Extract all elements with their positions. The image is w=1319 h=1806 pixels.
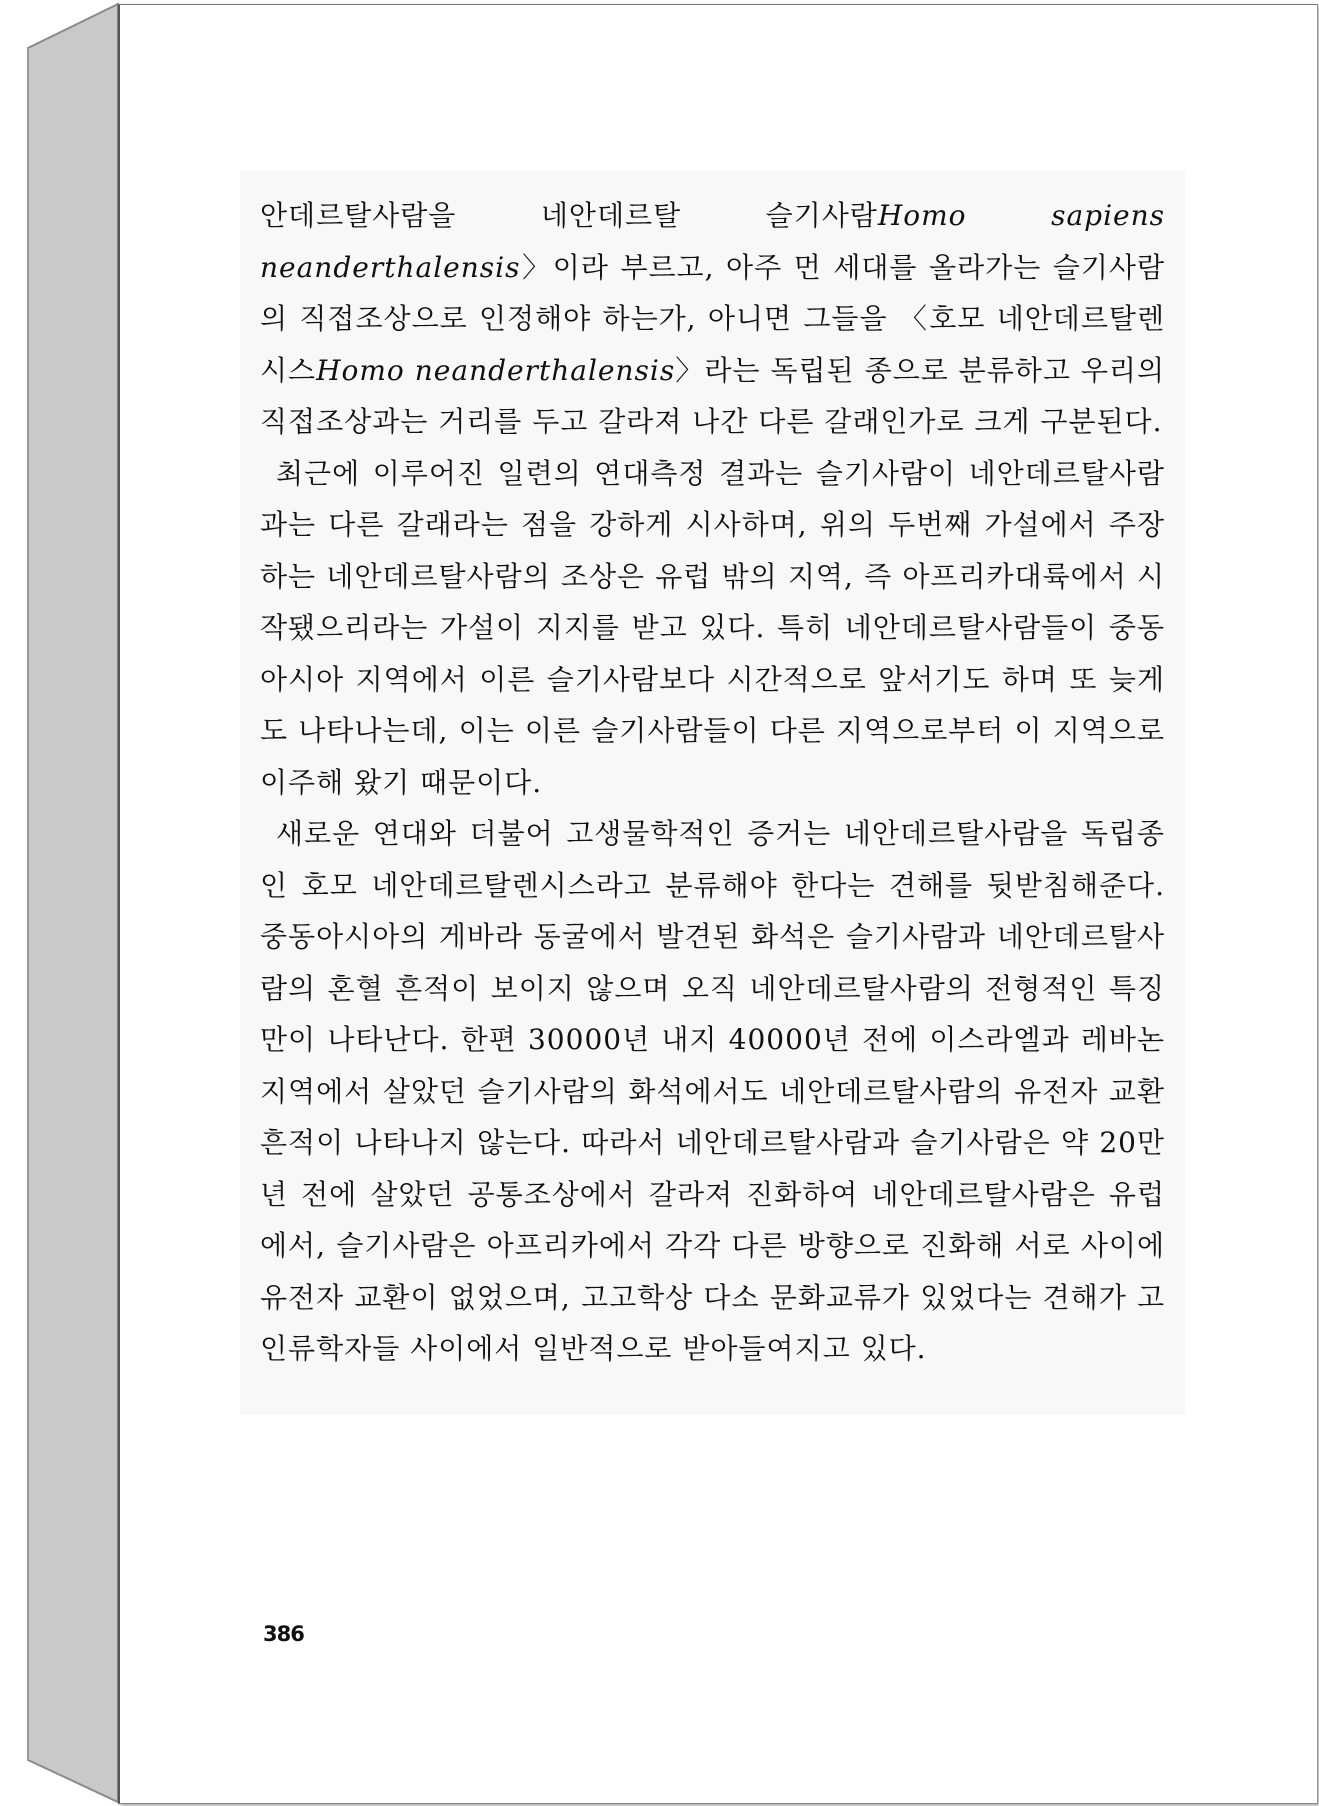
paragraph <box>260 808 1165 1375</box>
body-text <box>240 170 1185 1415</box>
latin-species-name: Homo neanderthalensis <box>316 353 676 387</box>
text-run: 〉이라 부르고, 아주 먼 세대를 올라가는 슬기사람의 직접조상으로 인정해야 하는가, 아니면 그들을 〈호모 네안데르탈렌시스 <box>260 250 1165 387</box>
latin-species-name: Homo sapiens neanderthalensis <box>260 199 1165 284</box>
paragraph <box>260 190 1165 448</box>
paragraph <box>260 448 1165 809</box>
page-number: 386 <box>263 1622 304 1646</box>
text-run: 〉라는 독립된 종으로 분류하고 우리의 직접조상과는 거리를 두고 갈라져 나간 다른 갈래인가로 크게 구분된다. <box>260 353 1165 438</box>
text-run: 최근에 이루어진 일련의 연대측정 결과는 슬기사람이 네안데르탈사람과는 다른 갈래라는 점을 강하게 시사하며, 위의 두번째 가설에서 주장하는 네안데르탈사람의 조상은 유럽 밖의 지역, 즉 아프리카대륙에서 시작됐으리라는 가설이 지지를 받고 있다. 특히 네안데르탈사람들이 중동아시아 지역에서 이른 슬기사람보다 시간적으로 앞서기도 하며 또 늦게도 나타나는데, 이는 이른 슬기사람들이 다른 지역으로부터 이 지역으로 이주해 왔기 때문이다. <box>260 456 1165 799</box>
text-run: 새로운 연대와 더불어 고생물학적인 증거는 네안데르탈사람을 독립종인 호모 네안데르탈렌시스라고 분류해야 한다는 견해를 뒷받침해준다. 중동아시아의 게바라 동굴에서 발견된 화석은 슬기사람과 네안데르탈사람의 혼혈 흔적이 보이지 않으며 오직 네안데르탈사람의 전형적인 특징만이 나타난다. 한편 30000년 내지 40000년 전에 이스라엘과 레바논 지역에서 살았던 슬기사람의 화석에서도 네안데르탈사람의 유전자 교환 흔적이 나타나지 않는다. 따라서 네안데르탈사람과 슬기사람은 약 20만 년 전에 살았던 공통조상에서 갈라져 진화하여 네안데르탈사람은 유럽에서, 슬기사람은 아프리카에서 각각 다른 방향으로 진화해 서로 사이에 유전자 교환이 없었으며, 고고학상 다소 문화교류가 있었다는 견해가 고인류학자들 사이에서 일반적으로 받아들여지고 있다. <box>260 817 1165 1365</box>
text-run: 안데르탈사람을 네안데르탈 슬기사람 <box>260 199 878 232</box>
